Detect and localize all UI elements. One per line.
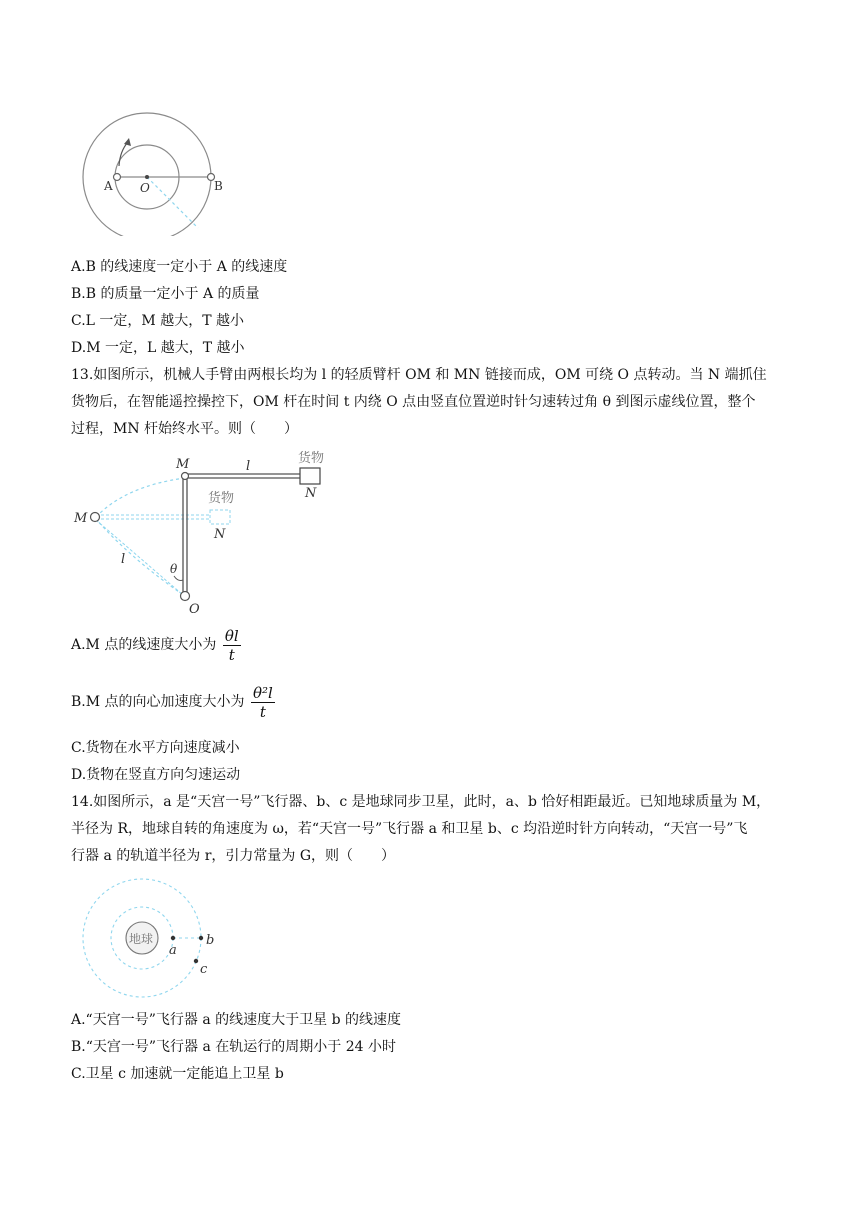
q14-label-c: c (200, 962, 208, 977)
q13-label-l-top: l (246, 459, 251, 474)
q13-label-m: M (176, 457, 190, 472)
q13-option-d: D.货物在竖直方向匀速运动 (71, 767, 241, 783)
q13-figure (70, 448, 340, 620)
q12-option-d: D.M 一定，L 越大，T 越小 (71, 340, 245, 356)
q13-pivot-m (182, 473, 189, 480)
q13-angle-arc (174, 576, 183, 581)
q13-stem-line-2: 货物后，在智能遥控操控下，OM 杆在时间 t 内绕 O 点由竖直位置逆时针匀速转过角 θ 到图示虚线位置，整个 (71, 394, 756, 410)
q13-label-l-diag: l (121, 552, 126, 567)
q14-point-c (194, 959, 198, 963)
arrow-head-icon (124, 138, 131, 146)
q12-outer-circle (83, 113, 211, 236)
q12-label-o: O (140, 181, 150, 195)
q13-option-b-fraction: $\frac{\text{θ²l}}{t}$ (252, 683, 273, 721)
q14-label-earth: 地球 (129, 932, 154, 946)
q13-cargo-box (300, 468, 320, 484)
q14-option-b: B.“天宫一号”飞行器 a 在轨运行的周期小于 24 小时 (71, 1039, 397, 1055)
q13-option-c: C.货物在水平方向速度减小 (71, 740, 240, 756)
q12-label-a: A (104, 179, 113, 193)
q14-figure (78, 876, 258, 1001)
q14-label-a: a (169, 943, 177, 958)
q12-dashed-line (147, 177, 198, 228)
q13-option-b: B.M 点的向心加速度大小为 $\frac{\text{θ²l}}{t}$ (71, 683, 273, 721)
q13-option-a-fraction: $\frac{\theta l}{t}$ (224, 626, 239, 664)
q13-point-m-dashed (91, 513, 100, 522)
q13-label-cargo: 货物 (298, 451, 325, 466)
q13-label-cargo-dashed: 货物 (208, 491, 235, 506)
q13-dashed-cargo-box (210, 510, 230, 524)
q14-option-c: C.卫星 c 加速就一定能追上卫星 b (71, 1066, 284, 1082)
q12-arrow-arc (119, 142, 128, 166)
q12-figure (80, 96, 230, 236)
q14-point-b (199, 936, 203, 940)
q13-label-o: O (189, 602, 200, 617)
q12-option-a: A.B 的线速度一定小于 A 的线速度 (71, 259, 288, 275)
q12-option-c: C.L 一定，M 越大，T 越小 (71, 313, 244, 329)
q13-label-theta: θ (170, 562, 178, 576)
q14-stem-line-1: 14.如图所示，a 是“天宫一号”飞行器、b、c 是地球同步卫星，此时，a、b 恰好相距最近。已知地球质量为 M， (71, 794, 771, 810)
q13-label-n: N (305, 486, 317, 501)
q12-point-o (145, 175, 149, 179)
q13-dashed-arc (95, 478, 185, 518)
q14-label-b: b (206, 933, 215, 948)
q13-pivot-o (181, 592, 190, 601)
q13-label-m-dashed: M (74, 511, 88, 526)
q14-option-a: A.“天宫一号”飞行器 a 的线速度大于卫星 b 的线速度 (71, 1012, 401, 1028)
q12-point-a (114, 174, 121, 181)
q13-option-a: A.M 点的线速度大小为 $\frac{\theta l}{t}$ (71, 626, 239, 664)
q13-stem-line-1: 13.如图所示，机械人手臂由两根长均为 l 的轻质臂杆 OM 和 MN 链接而成，OM 可绕 O 点转动。当 N 端抓住 (71, 367, 767, 383)
q12-label-b: B (214, 179, 223, 193)
q13-dashed-rod (96, 520, 183, 595)
q13-label-n-dashed: N (214, 527, 226, 542)
q14-stem-line-3: 行器 a 的轨道半径为 r，引力常量为 G，则（ ） (71, 848, 396, 864)
q12-option-b: B.B 的质量一定小于 A 的质量 (71, 286, 260, 302)
q13-stem-line-3: 过程，MN 杆始终水平。则（ ） (71, 421, 299, 437)
q14-point-a (171, 936, 175, 940)
q14-stem-line-2: 半径为 R，地球自转的角速度为 ω，若“天宫一号”飞行器 a 和卫星 b、c 均沿逆时针方向转动，“天宫一号”飞 (71, 821, 748, 837)
